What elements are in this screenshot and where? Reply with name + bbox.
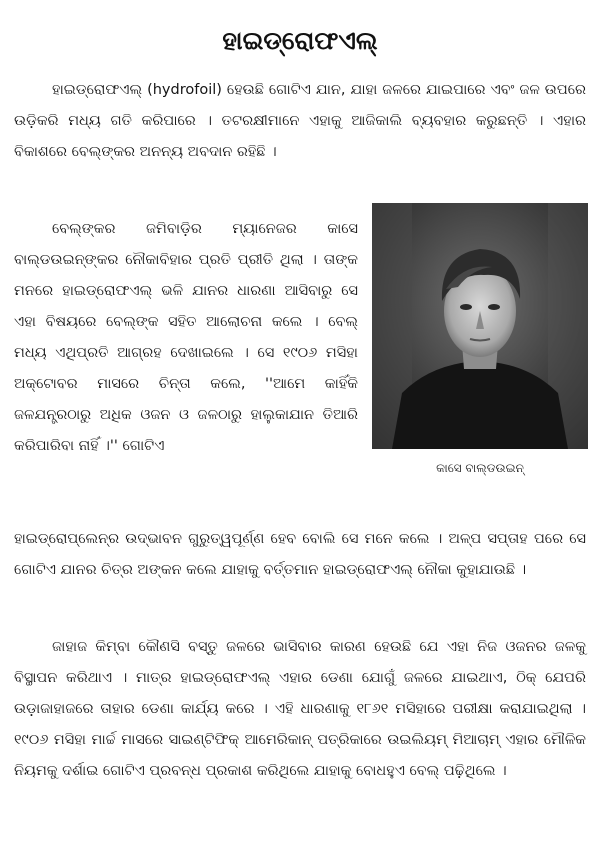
- paragraph-principle: ଜାହାଜ କିମ୍ବା କୌଣସି ବସ୍ତୁ ଜଳରେ ଭାସିବାର କାରଣ ହେଉଛି ଯେ ଏହା ନିଜ ଓଜନର ଜଳକୁ ବିସ୍ଥାପନ କରିଥାଏ । ମାତ୍ର ହାଇଡ୍ରୋଫଏଲ୍ ଏହାର ଡେଣା ଯୋଗୁଁ ଜଳରେ ଯାଇଥାଏ, ଠିକ୍ ଯେପରି ଉଡ଼ାଜାହାଜରେ ତାହାର ଡେଣା କାର୍ଯ୍ୟ କରେ । ଏହି ଧାରଣାକୁ ୧୮୬୧ ମସିହାରେ ପରୀକ୍ଷା କରାଯାଇଥିଲା । ୧୯୦୬ ମସିହା ମାର୍ଚ୍ଚ ମାସରେ ସାଇଣ୍ଟିଫିକ୍ ଆମେରିକାନ୍ ପତ୍ରିକାରେ ଉଇଲିୟମ୍ ମିଆଚାମ୍ ଏହାର ମୌଳିକ ନିୟମକୁ ଦର୍ଶାଇ ଗୋଟିଏ ପ୍ରବନ୍ଧ ପ୍ରକାଶ କରିଥିଲେ ଯାହାକୁ ବୋଧହୁଏ ବେଲ୍ ପଢ଼ିଥିଲେ ।: [14, 638, 586, 779]
- paragraph-baldwin-continued: ହାଇଡ୍ରୋପ୍ଲେନ୍‌ର ଉଦ୍ଭାବନ ଗୁରୁତ୍ୱପୂର୍ଣ୍ଣ ହେବ ବୋଲି ସେ ମନେ କଲେ । ଅଳ୍ପ ସପ୍ତାହ ପରେ ସେ ଗୋଟିଏ ଯାନର ଚିତ୍ର ଅଙ୍କନ କଲେ ଯାହାକୁ ବର୍ତ୍ତମାନ ହାଇଡ୍ରୋଫଏଲ୍ ନୌକା କୁହାଯାଉଛି ।: [14, 530, 586, 578]
- paragraph-intro: ହାଇଡ୍ରୋଫଏଲ୍ (hydrofoil) ହେଉଛି ଗୋଟିଏ ଯାନ, ଯାହା ଜଳରେ ଯାଇପାରେ ଏବଂ ଜଳ ଉପରେ ଉଡ଼ିକରି ମଧ୍ୟ ଗତି କରିପାରେ । ତଟରକ୍ଷୀମାନେ ଏହାକୁ ଆଜିକାଲି ବ୍ୟବହାର କରୁଛନ୍ତି । ଏହାର ବିକାଶରେ ବେଲ୍‌ଙ୍କର ଅନନ୍ୟ ଅବଦାନ ରହିଛି ।: [14, 81, 586, 160]
- article-title: ହାଇଡ୍ରୋଫଏଲ୍: [222, 25, 378, 55]
- photo-caption: କାସେ ବାଲ୍‌ଡଉଇନ୍: [436, 461, 524, 475]
- portrait-image: [372, 203, 588, 449]
- paragraph-baldwin: ବେଲ୍‌ଙ୍କର ଜମିବାଡ଼ିର ମ୍ୟାନେଜର କାସେ ବାଲ୍‌ଡଉଇନ୍‌ଙ୍କର ନୌକାବିହାର ପ୍ରତି ପ୍ରୀତି ଥିଲା । ତାଙ୍କ ମନରେ ହାଇଡ୍ରୋଫଏଲ୍ ଭଳି ଯାନର ଧାରଣା ଆସିବାରୁ ସେ ଏହା ବିଷୟରେ ବେଲ୍‌ଙ୍କ ସହିତ ଆଲୋଚନା କଲେ । ବେଲ୍ ମଧ୍ୟ ଏଥିପ୍ରତି ଆଗ୍ରହ ଦେଖାଇଲେ । ସେ ୧୯୦୬ ମସିହା ଅକ୍ଟୋବର ମାସରେ ଚିନ୍ତା କଲେ, ''ଆମେ କାହିଁକି ଜଳଯନ୍ତ୍ରଠାରୁ ଅଧିକ ଓଜନ ଓ ଜଳଠାରୁ ହାଲୁକାଯାନ ତିଆରି କରିପାରିବା ନାହିଁ ।'' ଗୋଟିଏ: [14, 220, 358, 454]
- portrait-photo: [372, 203, 588, 449]
